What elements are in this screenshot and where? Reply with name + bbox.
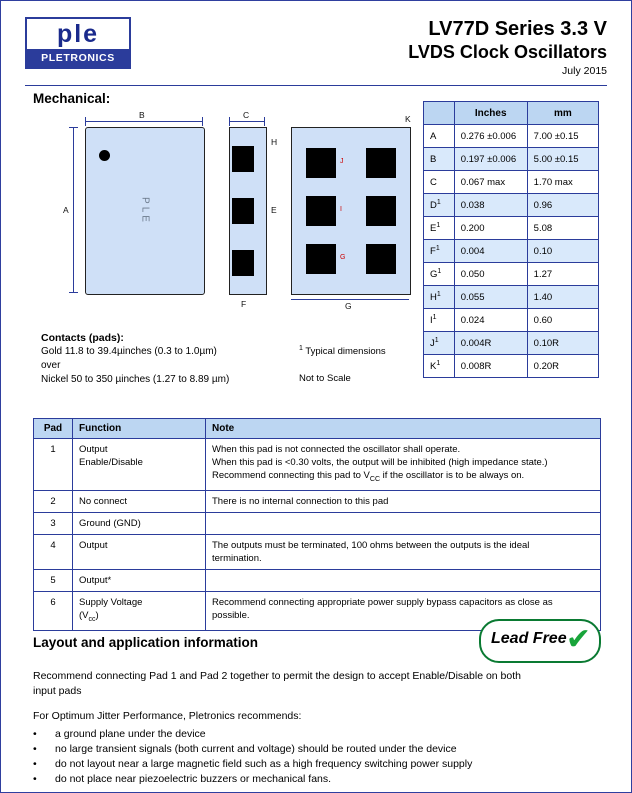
bottom-pad: [306, 148, 336, 178]
dim-label: $I^1$: [424, 309, 455, 332]
bullet-icon: •: [33, 773, 37, 785]
layout-paragraph-2: For Optimum Jitter Performance, Pletronics recommends:: [33, 710, 302, 722]
list-item: [33, 742, 573, 757]
dim-tick-a-top: [69, 127, 78, 128]
bullet-icon: •: [33, 743, 37, 755]
pad-function-line: Output: [79, 444, 108, 455]
list-item-text: no large transient signals (both current and voltage) should be routed under the device: [55, 743, 457, 755]
dim-label-a: A: [63, 205, 69, 215]
pad-col-function: Function: [73, 419, 206, 439]
pad-col-pad: Pad: [34, 419, 73, 439]
table-header-row: [34, 419, 601, 439]
pad-note-line: The outputs must be terminated, 100 ohms between the outputs is the ideal: [212, 539, 530, 551]
package-marking: PLE: [139, 197, 151, 225]
bullet-icon: •: [33, 758, 37, 770]
pad-note: [206, 569, 601, 591]
dim-label: $E^1$: [424, 217, 455, 240]
company-logo: [25, 17, 131, 69]
dim-inches: 0.050: [454, 263, 527, 286]
bullet-icon: •: [33, 728, 37, 740]
pad-function-line: Enable/Disable: [79, 457, 143, 468]
table-row: [424, 263, 599, 286]
table-row: [424, 171, 599, 194]
dim-label-k: K: [405, 114, 411, 124]
dim-mm: 5.00 ±0.15: [527, 148, 598, 171]
dim-label: $F^1$: [424, 240, 455, 263]
logo-company-name: PLETRONICS: [27, 49, 129, 67]
bottom-pad-mark: G: [340, 254, 346, 261]
dim-mm: 1.40: [527, 286, 598, 309]
table-row: [424, 125, 599, 148]
dim-tick-b-right: [202, 117, 203, 126]
table-row: [34, 439, 601, 491]
table-row: [424, 240, 599, 263]
pad-note-line: When this pad is not connected the oscillator shall operate.: [212, 444, 461, 455]
table-row: [424, 148, 599, 171]
dimension-table: [423, 101, 599, 378]
package-side-view: [229, 127, 267, 295]
bottom-pad-mark: I: [340, 206, 342, 213]
dim-label: $J^1$: [424, 332, 455, 355]
table-row: [34, 512, 601, 534]
package-bottom-view: [291, 127, 411, 295]
lead-free-badge: [479, 619, 601, 663]
section-title-layout: Layout and application information: [33, 635, 259, 650]
package-top-view: [85, 127, 205, 295]
list-item-text: do not place near piezoelectric buzzers or mechanical fans.: [55, 773, 332, 785]
logo-wordmark: ple: [56, 19, 100, 48]
pad-function: Output*: [73, 569, 206, 591]
pad-function: [73, 591, 206, 630]
list-item: [33, 757, 573, 772]
contacts-line-1: Gold 11.8 to 39.4µinches (0.3 to 1.0µm): [41, 346, 217, 357]
dim-line-g: [291, 299, 409, 300]
dim-inches: 0.004R: [454, 332, 527, 355]
contacts-heading: Contacts (pads):: [41, 332, 124, 344]
dim-mm: 1.27: [527, 263, 598, 286]
layout-paragraph-1-line1: Recommend connecting Pad 1 and Pad 2 together to permit the design to accept Enable/Disable on both: [33, 670, 521, 682]
dim-col-mm: mm: [527, 102, 598, 125]
dim-inches: 0.200: [454, 217, 527, 240]
pad-function-line: $(V_{cc})$: [79, 609, 99, 623]
dim-mm: 7.00 ±0.15: [527, 125, 598, 148]
dim-mm: 0.10R: [527, 332, 598, 355]
lead-free-label: Lead Free: [491, 630, 567, 647]
mechanical-drawing: [33, 109, 423, 319]
typical-dimensions-note: [299, 345, 386, 357]
contacts-line-3: Nickel 50 to 350 µinches (1.27 to 8.89 µm): [41, 374, 230, 385]
bottom-pad: [366, 196, 396, 226]
table-row: [424, 286, 599, 309]
table-row: [424, 332, 599, 355]
pad-number: 6: [34, 591, 73, 630]
dim-tick-c-left: [229, 117, 230, 126]
pad-note-line: termination.: [212, 552, 262, 564]
dim-tick-a-bottom: [69, 292, 78, 293]
dim-mm: 0.60: [527, 309, 598, 332]
pad-number: 2: [34, 490, 73, 512]
table-header-row: [424, 102, 599, 125]
table-row: [424, 194, 599, 217]
document-header: [25, 17, 607, 79]
pad-function: Ground (GND): [73, 512, 206, 534]
dim-mm: 0.20R: [527, 355, 598, 378]
pad-function: Output: [73, 534, 206, 569]
pad-number: 5: [34, 569, 73, 591]
header-divider: [25, 85, 607, 86]
table-row: [34, 490, 601, 512]
typical-dimensions-text: Typical dimensions: [305, 346, 386, 358]
pad-function-table: [33, 418, 601, 631]
side-pad: [232, 250, 254, 276]
dim-inches: 0.055: [454, 286, 527, 309]
bottom-pad-mark: J: [340, 158, 344, 165]
dim-line-a: [73, 127, 74, 293]
dim-col-label: [424, 102, 455, 125]
side-pad: [232, 198, 254, 224]
pad-function-line: Supply Voltage: [79, 596, 143, 608]
dim-inches: 0.276 ±0.006: [454, 125, 527, 148]
dim-label: B: [424, 148, 455, 171]
pad-number: 3: [34, 512, 73, 534]
layout-paragraph-1: [33, 669, 578, 699]
dim-mm: 5.08: [527, 217, 598, 240]
pad-number: 1: [34, 439, 73, 491]
pad-function: No connect: [73, 490, 206, 512]
pad-function: [73, 439, 206, 491]
table-row: [424, 309, 599, 332]
dim-label: $D^1$: [424, 194, 455, 217]
pad-note-line: possible.: [212, 609, 250, 621]
dim-inches: 0.038: [454, 194, 527, 217]
dim-inches: 0.008R: [454, 355, 527, 378]
table-row: [424, 355, 599, 378]
dim-inches: 0.067 max: [454, 171, 527, 194]
table-row: [34, 534, 601, 569]
dim-label-e: E: [271, 205, 277, 215]
list-item: [33, 727, 573, 742]
bottom-pad: [366, 244, 396, 274]
dim-label: $G^1$: [424, 263, 455, 286]
typical-dimensions-marker: 1: [299, 345, 303, 352]
dim-inches: 0.004: [454, 240, 527, 263]
dim-tick-b-left: [85, 117, 86, 126]
dim-label-c: C: [243, 110, 250, 120]
dim-mm: 1.70 max: [527, 171, 598, 194]
bottom-pad: [306, 244, 336, 274]
pad-number: 4: [34, 534, 73, 569]
side-pad: [232, 146, 254, 172]
dim-inches: 0.197 ±0.006: [454, 148, 527, 171]
pad-note: There is no internal connection to this pad: [206, 490, 601, 512]
dim-label-g: G: [345, 301, 352, 311]
dim-mm: 0.10: [527, 240, 598, 263]
pad-note-line: Recommend connecting appropriate power supply bypass capacitors as close as: [212, 596, 553, 608]
document-subtitle: LVDS Clock Oscillators: [408, 42, 607, 62]
dim-label: C: [424, 171, 455, 194]
title-block: [187, 17, 607, 79]
layout-bullet-list: [33, 727, 573, 787]
document-title: LV77D Series 3.3 V: [428, 18, 607, 40]
dim-line-c: [229, 121, 265, 122]
table-row: [424, 217, 599, 240]
dim-label: $H^1$: [424, 286, 455, 309]
bottom-pad: [306, 196, 336, 226]
dim-label-f: F: [241, 299, 247, 309]
document-date: July 2015: [562, 65, 607, 77]
pin1-dot: [99, 150, 110, 161]
checkmark-icon: ✔: [565, 623, 591, 656]
pad-note-line: When this pad is <0.30 volts, the output will be inhibited (high impedance state.): [212, 457, 548, 468]
pad-note: [206, 439, 601, 491]
not-to-scale-note: Not to Scale: [299, 373, 351, 384]
dim-label: $K^1$: [424, 355, 455, 378]
list-item-text: do not layout near a large magnetic field such as a high frequency switching power supply: [55, 758, 473, 770]
dim-col-inches: Inches: [454, 102, 527, 125]
dim-inches: 0.024: [454, 309, 527, 332]
pad-note: [206, 534, 601, 569]
bottom-pad: [366, 148, 396, 178]
list-item: [33, 772, 573, 787]
dim-label-b: B: [139, 110, 145, 120]
section-title-mechanical: Mechanical:: [33, 91, 111, 106]
dim-mm: 0.96: [527, 194, 598, 217]
dim-tick-c-right: [264, 117, 265, 126]
dim-line-b: [85, 121, 203, 122]
layout-paragraph-1-line2: input pads: [33, 685, 82, 697]
dim-label-h: H: [271, 137, 278, 147]
pad-col-note: Note: [206, 419, 601, 439]
pad-note-line: Recommend connecting this pad to $V_{CC}$ if the oscillator is to be always on.: [212, 470, 525, 483]
dim-label: A: [424, 125, 455, 148]
contacts-line-2: over: [41, 360, 61, 371]
pad-note: [206, 512, 601, 534]
table-row: [34, 569, 601, 591]
list-item-text: a ground plane under the device: [55, 728, 206, 740]
